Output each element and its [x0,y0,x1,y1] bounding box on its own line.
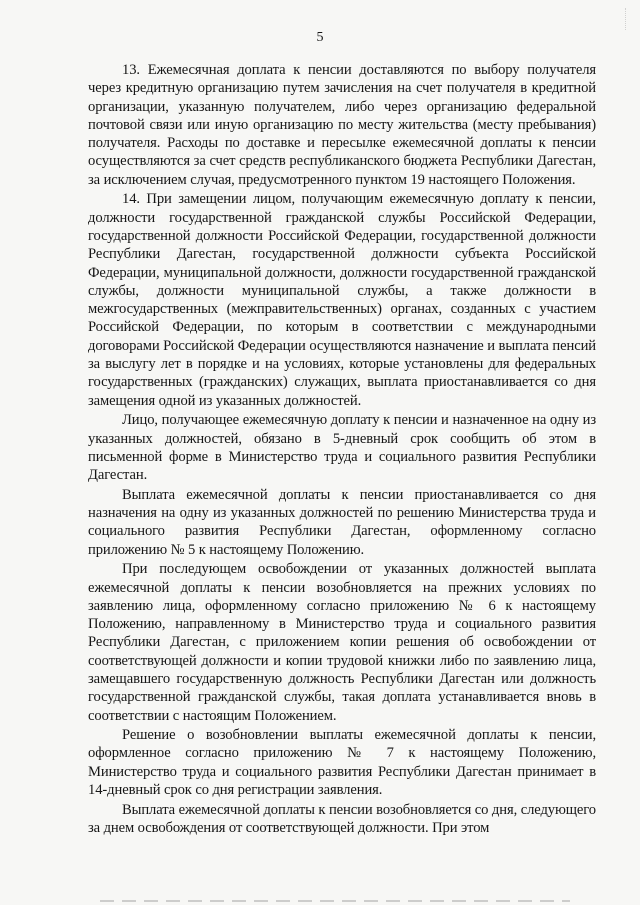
document-body [88,61,596,837]
paragraph-suspension: Выплата ежемесячной доплаты к пенсии приостанавливается со дня назначения на одну из указанных должностей по решению Министерства труда и социального развития Республики Дагестан, оформленному согласно приложению № 5 к настоящему Положению. [88,486,596,558]
paragraph-14: 14. При замещении лицом, получающим ежемесячную доплату к пенсии, должности государственной гражданской службы Российской Федерации, государственной должности Российской Федерации, государственной должности Республики Дагестан, государственной должности субъекта Российской Федерации, муниципальной должности, должности государственной гражданской службы, должности муниципальной службы, а также должности в межгосударственных (межправительственных) органах, созданных с участием Российской Федерации, по которым в соответствии с международными договорами Российской Федерации осуществляются назначение и выплата пенсий за выслугу лет в порядке и на условиях, которые установлены для федеральных государственных (гражданских) служащих, выплата приостанавливается со дня замещения одной из указанных должностей. [88,191,596,409]
scan-artifact [607,8,626,30]
scan-footer-artifact [100,900,570,902]
paragraph-resumption-date: Выплата ежемесячной доплаты к пенсии возобновляется со дня, следующего за днем освобождения от соответствующей должности. При этом [88,801,596,836]
paragraph-notification: Лицо, получающее ежемесячную доплату к пенсии и назначенное на одну из указанных должностей, обязано в 5-дневный срок сообщить об этом в письменной форме в Министерство труда и социального развития Республики Дагестан. [88,412,596,484]
paragraph-13: 13. Ежемесячная доплата к пенсии доставляются по выбору получателя через кредитную организацию путем зачисления на счет получателя в кредитной организации, указанную получателем, либо через организацию федеральной почтовой связи или иную организацию по месту жительства (месту пребывания) получателя. Расходы по доставке и пересылке ежемесячной доплаты к пенсии осуществляются за счет средств республиканского бюджета Республики Дагестан, за исключением случая, предусмотренного пунктом 19 настоящего Положения. [88,62,596,188]
paragraph-resumption: При последующем освобождении от указанных должностей выплата ежемесячной доплаты к пенсии возобновляется на прежних условиях по заявлению лица, оформленному согласно приложению № 6 к настоящему Положению, направленному в Министерство труда и социального развития Республики Дагестан, с приложением копии решения об освобождении от соответствующей должности и копии трудовой книжки либо по заявлению лица, замещавшего государственную должность Республики Дагестан или должность государственной гражданской службы, такая доплата устанавливается вновь в соответствии с настоящим Положением. [88,561,596,724]
paragraph-decision: Решение о возобновлении выплаты ежемесячной доплаты к пенсии, оформленное согласно приложению № 7 к настоящему Положению, Министерство труда и социального развития Республики Дагестан принимает в 14-дневный срок со дня регистрации заявления. [88,727,596,799]
page-number: 5 [316,30,324,45]
